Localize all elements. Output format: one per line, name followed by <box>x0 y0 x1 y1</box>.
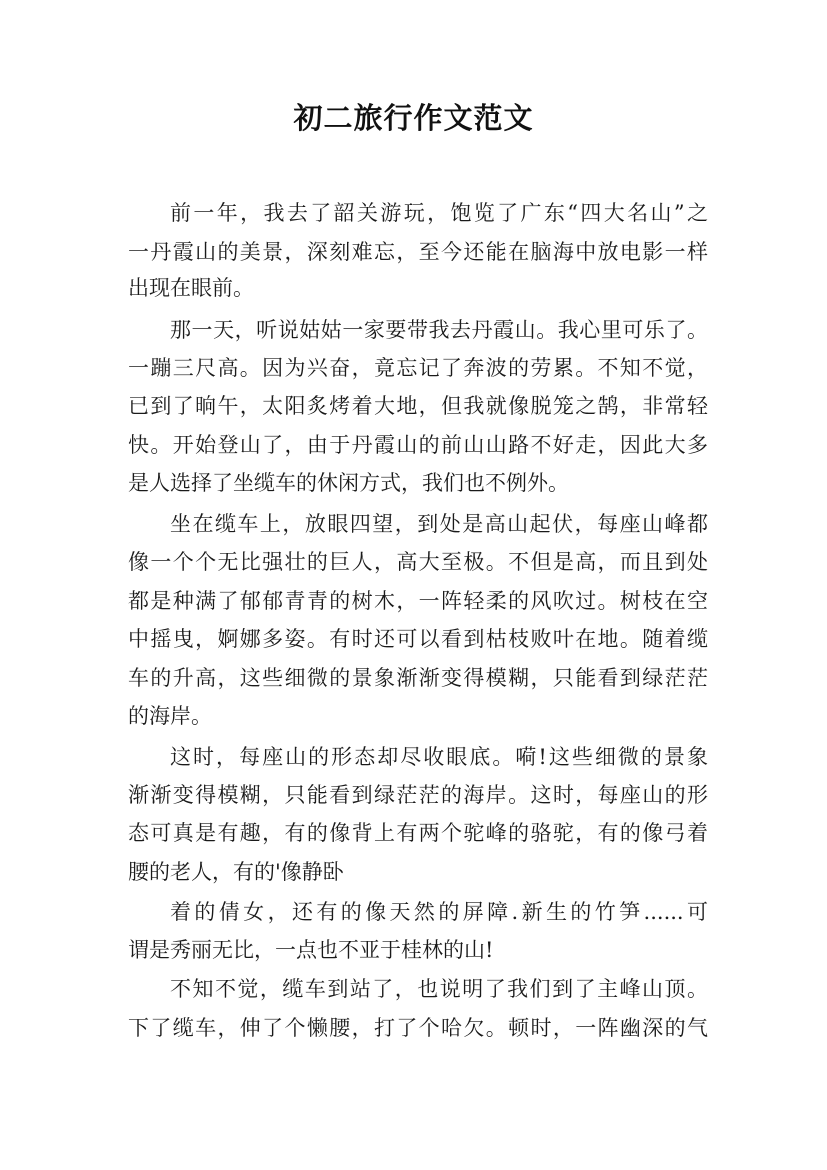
text-line: 快。开始登山了，由于丹霞山的前山山路不好走，因此大多 <box>128 433 708 457</box>
text-line: 渐渐变得模糊，只能看到绿茫茫的海岸。这时，每座山的形 <box>128 783 708 807</box>
text-line: 那一天，听说姑姑一家要带我去丹霞山。我心里可乐了。 <box>170 318 708 342</box>
text-line: 车的升高，这些细微的景象渐渐变得模糊，只能看到绿茫茫 <box>128 666 708 690</box>
text-line: 都是种满了郁郁青青的树木，一阵轻柔的风吹过。树枝在空 <box>128 589 708 613</box>
text-line: 下了缆车，伸了个懒腰，打了个哈欠。顿时，一阵幽深的气 <box>128 1016 708 1040</box>
text-line: 谓是秀丽无比，一点也不亚于桂林的山! <box>128 938 494 962</box>
text-line: 出现在眼前。 <box>128 276 254 300</box>
text-line: 不知不觉，缆车到站了，也说明了我们到了主峰山顶。 <box>170 977 708 1001</box>
text-line: 前一年，我去了韶关游玩，饱览了广东“四大名山”之 <box>170 201 708 225</box>
text-line: 这时，每座山的形态却尽收眼底。嗬!这些细微的景象 <box>170 745 708 769</box>
text-line: 一丹霞山的美景，深刻难忘，至今还能在脑海中放电影一样 <box>128 240 708 264</box>
text-line: 已到了晌午，太阳炙烤着大地，但我就像脱笼之鹄，非常轻 <box>128 394 708 418</box>
text-line: 的海岸。 <box>128 704 212 728</box>
document-title: 初二旅行作文范文 <box>293 101 534 135</box>
text-line: 一蹦三尺高。因为兴奋，竟忘记了奔波的劳累。不知不觉， <box>128 356 708 380</box>
text-line: 像一个个无比强壮的巨人，高大至极。不但是高，而且到处 <box>128 550 708 574</box>
text-line: 着的倩女，还有的像天然的屏障.新生的竹笋......可 <box>170 900 708 924</box>
text-line: 中摇曳，婀娜多姿。有时还可以看到枯枝败叶在地。随着缆 <box>128 627 708 651</box>
text-line: 坐在缆车上，放眼四望，到处是高山起伏，每座山峰都 <box>170 512 708 536</box>
text-line: 是人选择了坐缆车的休闲方式，我们也不例外。 <box>128 471 569 495</box>
text-line: 态可真是有趣，有的像背上有两个驼峰的骆驼，有的像弓着 <box>128 821 708 845</box>
text-line: 腰的老人，有的'像静卧 <box>128 860 344 884</box>
